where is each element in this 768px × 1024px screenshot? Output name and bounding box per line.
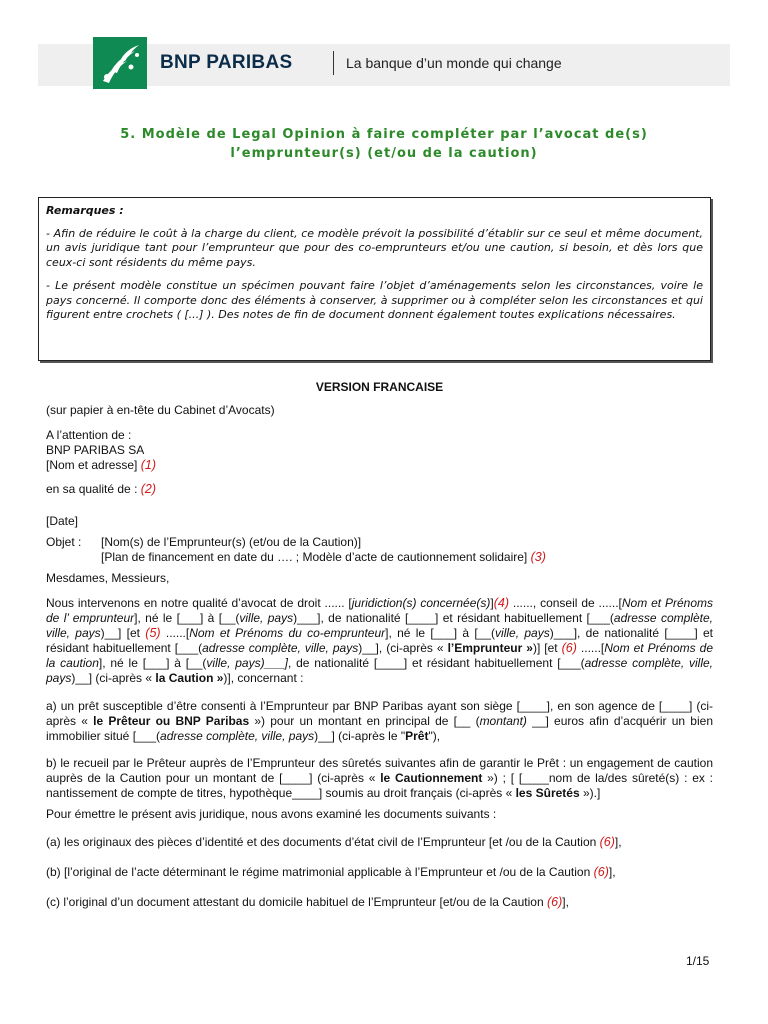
- recipient-address-line: [46, 458, 713, 473]
- page-number: 1/15: [686, 954, 710, 968]
- paragraph-b: b) le recueil par le Prêteur auprès de l’Emprunteur des sûretés suivantes afin de garantir le Prêt : un engagement de caution auprès de la Caution pour un montant de [____] (ci-après « le Cautionnement ») ; [ [____nom de la/des sûreté(s) : ex : nantissement de compte de titres, hypothèque____] soumis au droit français (ci-après « les Sûretés »).]: [46, 756, 713, 800]
- date-line: [Date]: [46, 514, 79, 528]
- object-label: Objet :: [46, 535, 82, 549]
- header-separator: [333, 51, 334, 75]
- brand-tagline: La banque d’un monde qui change: [346, 55, 562, 71]
- object-block: [46, 535, 713, 565]
- note-ref-6: (6): [593, 865, 609, 879]
- remarks-heading: Remarques :: [46, 204, 124, 217]
- note-ref-1: (1): [140, 458, 156, 472]
- note-ref-4: (4): [493, 596, 509, 610]
- letter-body: [46, 380, 713, 910]
- note-ref-6: (6): [546, 895, 563, 909]
- note-ref-2: (2): [140, 482, 157, 496]
- note-ref-6: (6): [561, 641, 577, 655]
- salutation: Mesdames, Messieurs,: [46, 571, 170, 585]
- intro-paragraph: Nous intervenons en notre qualité d’avocat de droit ...... [juridiction(s) concernée(s)](4) ......, conseil de ......[Nom et Prénoms de l’ emprunteur], né le [___] à [__(ville, pays)___], de nationalité [____] et résidant habituellement [___(adresse complète, ville, pays)__] [et (5) ......[Nom et Prénoms du co-emprunteur], né le [___] à [__(ville, pays)___], de nationalité [____] et résidant habituellement [___(adresse complète, ville, pays)__], (ci-après « l’Emprunteur »)] [et (6) ......[Nom et Prénoms de la caution], né le [___] à [__(ville, pays)___], de nationalité [____] et résidant habituellement [___(adresse complète, ville, pays)__] (ci-après « la Caution »)], concernant :: [46, 596, 714, 685]
- attention-label: A l’attention de :: [46, 428, 132, 442]
- recipient-name: BNP PARIBAS SA: [46, 443, 145, 457]
- object-line-2: [101, 550, 546, 565]
- object-line-1: [Nom(s) de l’Emprunteur(s) (et/ou de la Caution)]: [101, 535, 362, 549]
- paragraph-a: a) un prêt susceptible d’être consenti à l’Emprunteur par BNP Paribas ayant son siège [____], en son agence de [____] (ci-après « le Prêteur ou BNP Paribas ») pour un montant en principal de [__ (montant) __] euros afin d’acquérir un bien immobilier situé [___(adresse complète, ville, pays)__] (ci-après le "Prêt"),: [46, 699, 713, 743]
- note-ref-3: (3): [530, 550, 546, 564]
- document-a: (a) les originaux des pièces d’identité et des documents d’état civil de l’Emprunteur [et /ou de la Caution (6)],: [46, 835, 622, 849]
- object-lines: [101, 535, 546, 565]
- document-b: (b) [l’original de l’acte déterminant le régime matrimonial applicable à l’Emprunteur et /ou de la Caution (6)],: [46, 865, 616, 879]
- title-line-2: l’emprunteur(s) (et/ou de la caution): [230, 146, 538, 161]
- remarks-box: [38, 197, 711, 361]
- title-line-1: 5. Modèle de Legal Opinion à faire compléter par l’avocat de(s): [120, 127, 648, 142]
- note-ref-5: (5): [145, 626, 161, 640]
- quality-line: [46, 482, 713, 497]
- documents-intro: Pour émettre le présent avis juridique, nous avons examiné les documents suivants :: [46, 807, 497, 821]
- remarks-paragraph-2: - Le présent modèle constitue un spécimen pouvant faire l’objet d’aménagements selon les circonstances, voire le pays concerné. Il comporte donc des éléments à conserver, à supprimer ou à compléter selon les circonstances et qui figurent entre crochets ( [...] ). Des notes de fin de document donnent également toutes explications nécessaires.: [46, 279, 703, 321]
- remarks-paragraph-1: - Afin de réduire le coût à la charge du client, ce modèle prévoit la possibilité d’établir sur ce seul et même document, un avis juridique tant pour l’emprunteur que pour des co-emprunteurs et/ou une caution, si besoin, et dès lors que ceux-ci sont résidents du même pays.: [46, 226, 703, 269]
- bnp-logo-icon: [93, 37, 147, 89]
- document-c: (c) l’original d’un document attestant du domicile habituel de l’Emprunteur [et/ou de la Caution (6)],: [46, 895, 569, 909]
- page-title: [40, 125, 728, 163]
- quality-label: en sa qualité de :: [46, 482, 138, 496]
- note-ref-6: (6): [599, 835, 615, 849]
- version-heading: VERSION FRANCAISE: [315, 380, 444, 394]
- object-line-2-text: [Plan de financement en date du …. ; Modèle d’acte de cautionnement solidaire]: [101, 550, 528, 564]
- recipient-address: [Nom et adresse]: [46, 458, 138, 472]
- letterhead-note: (sur papier à en-tête du Cabinet d’Avocats): [46, 403, 275, 417]
- brand-name: BNP PARIBAS: [160, 52, 293, 73]
